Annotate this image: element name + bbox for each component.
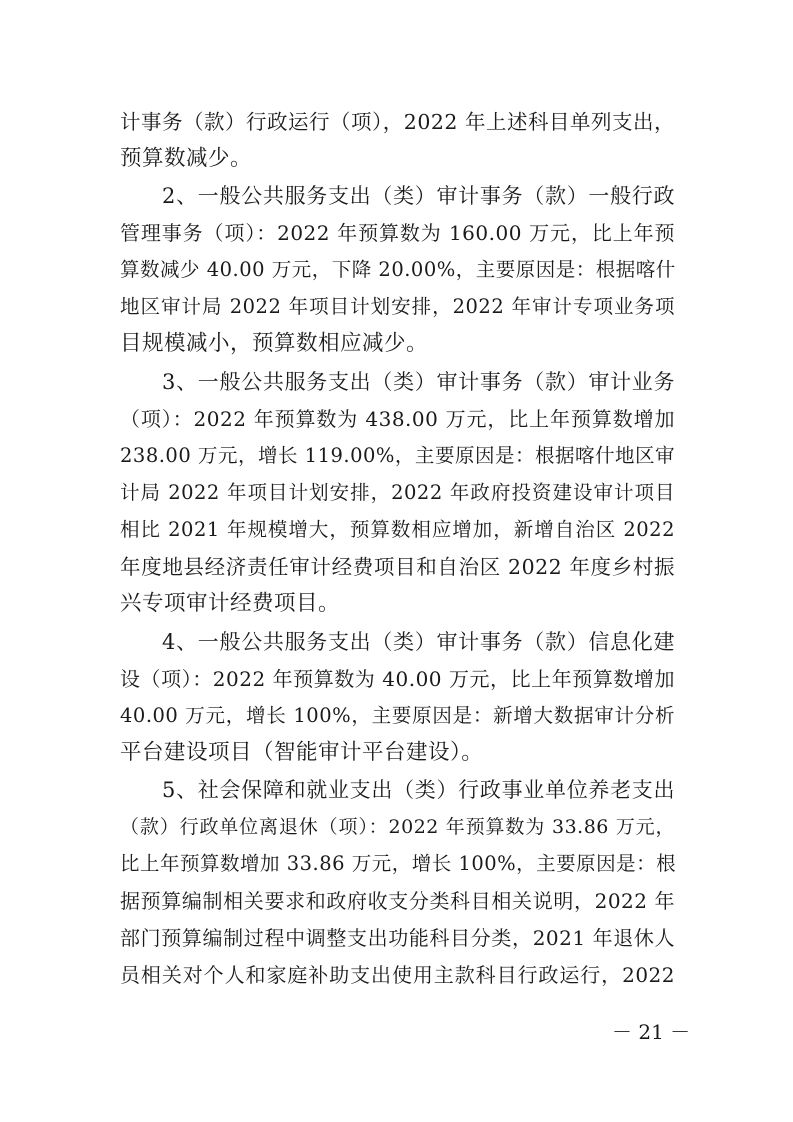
text-line: 40.00 万元，增长 100%，主要原因是：新增大数据审计分析 xyxy=(120,704,675,727)
text-line: 2、一般公共服务支出（类）审计事务（款）一般行政 xyxy=(162,184,675,208)
text-line: 5、社会保障和就业支出（类）行政事业单位养老支出 xyxy=(162,778,675,802)
text-line: 预算数减少。 xyxy=(120,146,253,171)
text-line: 3、一般公共服务支出（类）审计事务（款）审计业务 xyxy=(162,370,675,394)
text-line: （项）：2022 年预算数为 438.00 万元，比上年预算数增加 xyxy=(120,407,675,431)
text-line: （款）行政单位离退休（项）：2022 年预算数为 33.86 万元， xyxy=(120,816,675,838)
text-line: 管理事务（项）：2022 年预算数为 160.00 万元，比上年预 xyxy=(120,221,675,245)
text-line: 年度地县经济责任审计经费项目和自治区 2022 年度乡村振 xyxy=(120,555,675,579)
text-line: 相比 2021 年规模增大，预算数相应增加，新增自治区 2022 xyxy=(120,518,675,541)
text-line: 算数减少 40.00 万元，下降 20.00%，主要原因是：根据喀什 xyxy=(120,258,676,281)
text-line: 计局 2022 年项目计划安排，2022 年政府投资建设审计项目 xyxy=(120,481,675,504)
text-line: 地区审计局 2022 年项目计划安排，2022 年审计专项业务项 xyxy=(120,295,675,318)
page-number: － 21 － xyxy=(612,1020,691,1044)
text-line: 238.00 万元，增长 119.00%，主要原因是：根据喀什地区审 xyxy=(120,444,675,467)
text-line: 比上年预算数增加 33.86 万元，增长 100%，主要原因是：根 xyxy=(120,852,677,875)
text-line: 平台建设项目（智能审计平台建设）。 xyxy=(120,740,484,765)
text-line: 4、一般公共服务支出（类）审计事务（款）信息化建 xyxy=(162,630,675,654)
text-line: 据预算编制相关要求和政府收支分类科目相关说明，2022 年 xyxy=(120,889,675,913)
text-line: 计事务（款）行政运行（项），2022 年上述科目单列支出， xyxy=(120,110,675,134)
text-line: 员相关对个人和家庭补助支出使用主款科目行政运行，2022 xyxy=(120,963,675,987)
text-line: 部门预算编制过程中调整支出功能科目分类，2021 年退休人 xyxy=(120,926,675,950)
text-line: 目规模减小，预算数相应减少。 xyxy=(120,331,429,356)
text-line: 设（项）：2022 年预算数为 40.00 万元，比上年预算数增加 xyxy=(120,667,675,691)
text-line: 兴专项审计经费项目。 xyxy=(120,591,341,616)
